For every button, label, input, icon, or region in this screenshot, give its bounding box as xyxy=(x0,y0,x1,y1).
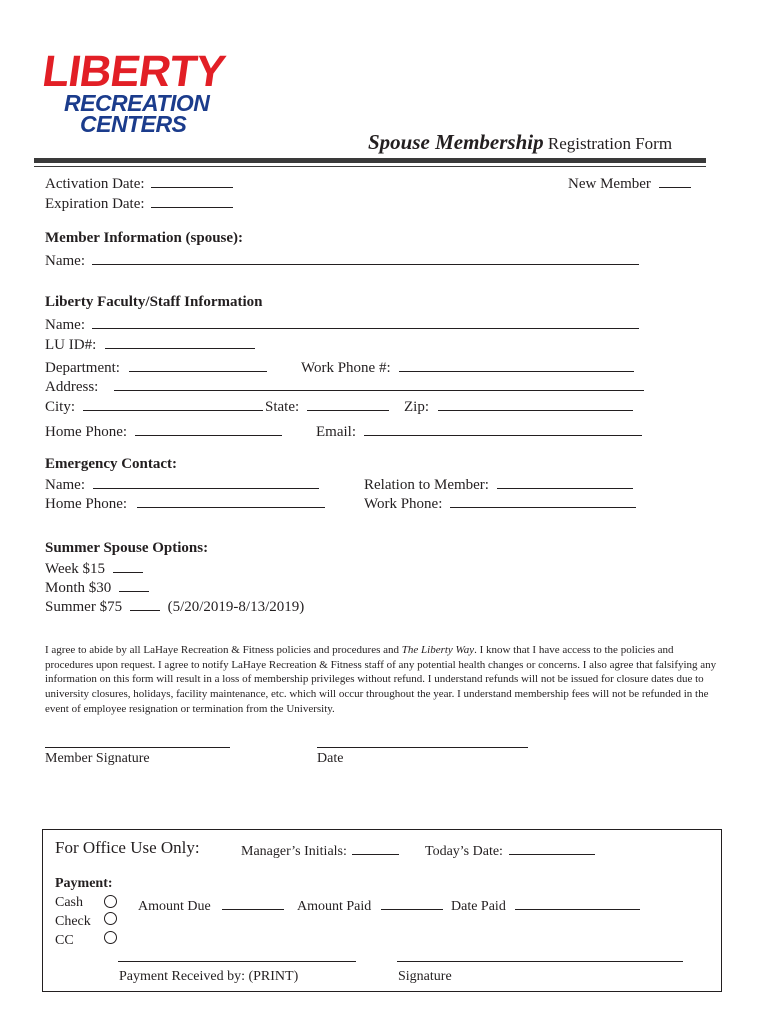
relation-field[interactable] xyxy=(364,475,633,493)
date-paid-label: Date Paid xyxy=(451,899,506,914)
home-phone-line[interactable] xyxy=(135,422,282,436)
relation-line[interactable] xyxy=(497,475,633,489)
city-line[interactable] xyxy=(83,397,263,411)
zip-field[interactable] xyxy=(404,397,633,415)
date-paid-field[interactable] xyxy=(451,896,640,914)
emergency-heading: Emergency Contact: xyxy=(45,456,178,472)
received-by-label: Payment Received by: (PRINT) xyxy=(119,969,299,984)
title-rest: Registration Form xyxy=(547,134,673,153)
cash-label: Cash xyxy=(55,895,83,910)
zip-line[interactable] xyxy=(438,397,633,411)
amount-paid-label: Amount Paid xyxy=(297,899,372,914)
department-line[interactable] xyxy=(129,358,267,372)
emergency-name-label: Name: xyxy=(45,477,85,493)
member-signature-label: Member Signature xyxy=(45,751,150,766)
logo-recreation: RECREATION xyxy=(64,90,210,116)
option-month-label: Month $30 xyxy=(45,580,112,596)
staff-name-line[interactable] xyxy=(92,315,639,329)
payment-heading: Payment: xyxy=(55,876,113,891)
todays-date-label: Today’s Date: xyxy=(425,844,503,859)
activation-date-line[interactable] xyxy=(151,174,233,188)
option-summer-line[interactable] xyxy=(130,597,160,611)
emergency-work-phone-label: Work Phone: xyxy=(364,496,443,512)
agreement-part-1: I agree to abide by all LaHaye Recreation & Fitness policies and procedures and xyxy=(45,644,402,656)
state-field[interactable] xyxy=(265,397,389,415)
emergency-work-phone-line[interactable] xyxy=(450,494,636,508)
address-line[interactable] xyxy=(114,377,644,391)
agreement-liberty-way: The Liberty Way xyxy=(401,644,475,656)
cash-radio[interactable] xyxy=(104,895,117,908)
address-field[interactable] xyxy=(45,377,644,395)
option-week-label: Week $15 xyxy=(45,561,106,577)
emergency-work-phone-field[interactable] xyxy=(364,494,636,512)
email-label: Email: xyxy=(316,424,356,440)
emergency-name-line[interactable] xyxy=(93,475,319,489)
activation-date-label: Activation Date: xyxy=(45,176,145,192)
expiration-date-line[interactable] xyxy=(151,194,233,208)
home-phone-field[interactable] xyxy=(45,422,282,440)
form-title xyxy=(368,130,672,155)
staff-name-field[interactable] xyxy=(45,315,639,333)
new-member-line[interactable] xyxy=(659,174,691,188)
date-signature-line[interactable] xyxy=(317,747,528,748)
check-label: Check xyxy=(55,914,91,929)
manager-initials-line[interactable] xyxy=(352,841,399,855)
agreement-part-2: . I know that I have access to the policies and procedures upon request. I agree to notify LaHaye Recreation & Fitness staff of any potential health changes or concerns. I also agree that falsifying any information on this form will result in a loss of membership privileges without refund. I understand refunds will not be issued for closure dates due to university closures, holidays, facility maintenance, etc. which will occur throughout the year. I understand membership fees will not be refunded in the event of employee resignation or termination from the University. xyxy=(45,644,717,715)
new-member-label: New Member xyxy=(568,176,651,192)
member-info-heading: Member Information (spouse): xyxy=(45,230,244,246)
emergency-name-field[interactable] xyxy=(45,475,319,493)
zip-label: Zip: xyxy=(404,399,429,415)
received-by-line[interactable] xyxy=(118,961,356,962)
member-name-field[interactable] xyxy=(45,251,639,269)
amount-due-label: Amount Due xyxy=(138,899,211,914)
expiration-date-label: Expiration Date: xyxy=(45,196,145,212)
option-summer-label: Summer $75 xyxy=(45,599,123,615)
staff-info-heading: Liberty Faculty/Staff Information xyxy=(45,294,263,310)
manager-initials-field[interactable] xyxy=(241,841,399,859)
option-week-line[interactable] xyxy=(113,559,143,573)
expiration-date-field[interactable] xyxy=(45,194,233,212)
option-month[interactable] xyxy=(45,578,149,596)
city-field[interactable] xyxy=(45,397,263,415)
cc-radio[interactable] xyxy=(104,931,117,944)
manager-initials-label: Manager’s Initials: xyxy=(241,844,347,859)
new-member-field[interactable] xyxy=(568,174,691,192)
home-phone-label: Home Phone: xyxy=(45,424,128,440)
office-heading: For Office Use Only: xyxy=(55,838,200,857)
date-paid-line[interactable] xyxy=(515,896,640,910)
title-emphasis: Spouse Membership xyxy=(368,130,544,154)
department-label: Department: xyxy=(45,360,120,376)
activation-date-field[interactable] xyxy=(45,174,233,192)
lu-id-line[interactable] xyxy=(105,335,255,349)
option-month-line[interactable] xyxy=(119,578,149,592)
options-heading: Summer Spouse Options: xyxy=(45,540,209,556)
relation-label: Relation to Member: xyxy=(364,477,489,493)
state-label: State: xyxy=(265,399,300,415)
amount-due-field[interactable] xyxy=(138,896,284,914)
todays-date-line[interactable] xyxy=(509,841,595,855)
email-line[interactable] xyxy=(364,422,642,436)
emergency-home-phone-field[interactable] xyxy=(45,494,325,512)
work-phone-label: Work Phone #: xyxy=(301,360,391,376)
cc-label: CC xyxy=(55,933,74,948)
office-signature-line[interactable] xyxy=(397,961,683,962)
header-rule-thick xyxy=(34,158,706,163)
department-field[interactable] xyxy=(45,358,267,376)
amount-due-line[interactable] xyxy=(222,896,284,910)
address-label: Address: xyxy=(45,379,99,395)
city-label: City: xyxy=(45,399,76,415)
option-summer[interactable] xyxy=(45,597,304,615)
work-phone-line[interactable] xyxy=(399,358,634,372)
amount-paid-field[interactable] xyxy=(297,896,443,914)
work-phone-field[interactable] xyxy=(301,358,634,376)
emergency-home-phone-label: Home Phone: xyxy=(45,496,128,512)
staff-name-label: Name: xyxy=(45,317,85,333)
logo-liberty: LIBERTY xyxy=(39,47,228,96)
member-name-line[interactable] xyxy=(92,251,639,265)
lu-id-field[interactable] xyxy=(45,335,255,353)
state-line[interactable] xyxy=(307,397,389,411)
check-radio[interactable] xyxy=(104,912,117,925)
option-week[interactable] xyxy=(45,559,143,577)
member-name-label: Name: xyxy=(45,253,85,269)
office-signature-label: Signature xyxy=(398,969,452,984)
lu-id-label: LU ID#: xyxy=(45,337,97,353)
todays-date-field[interactable] xyxy=(425,841,595,859)
option-summer-dates: (5/20/2019-8/13/2019) xyxy=(167,599,305,615)
header-rule-thin xyxy=(34,166,706,167)
logo-centers: CENTERS xyxy=(80,111,187,137)
amount-paid-line[interactable] xyxy=(381,896,443,910)
emergency-home-phone-line[interactable] xyxy=(137,494,325,508)
date-signature-label: Date xyxy=(317,751,344,766)
member-signature-line[interactable] xyxy=(45,747,230,748)
agreement-text xyxy=(45,643,723,717)
email-field[interactable] xyxy=(316,422,642,440)
